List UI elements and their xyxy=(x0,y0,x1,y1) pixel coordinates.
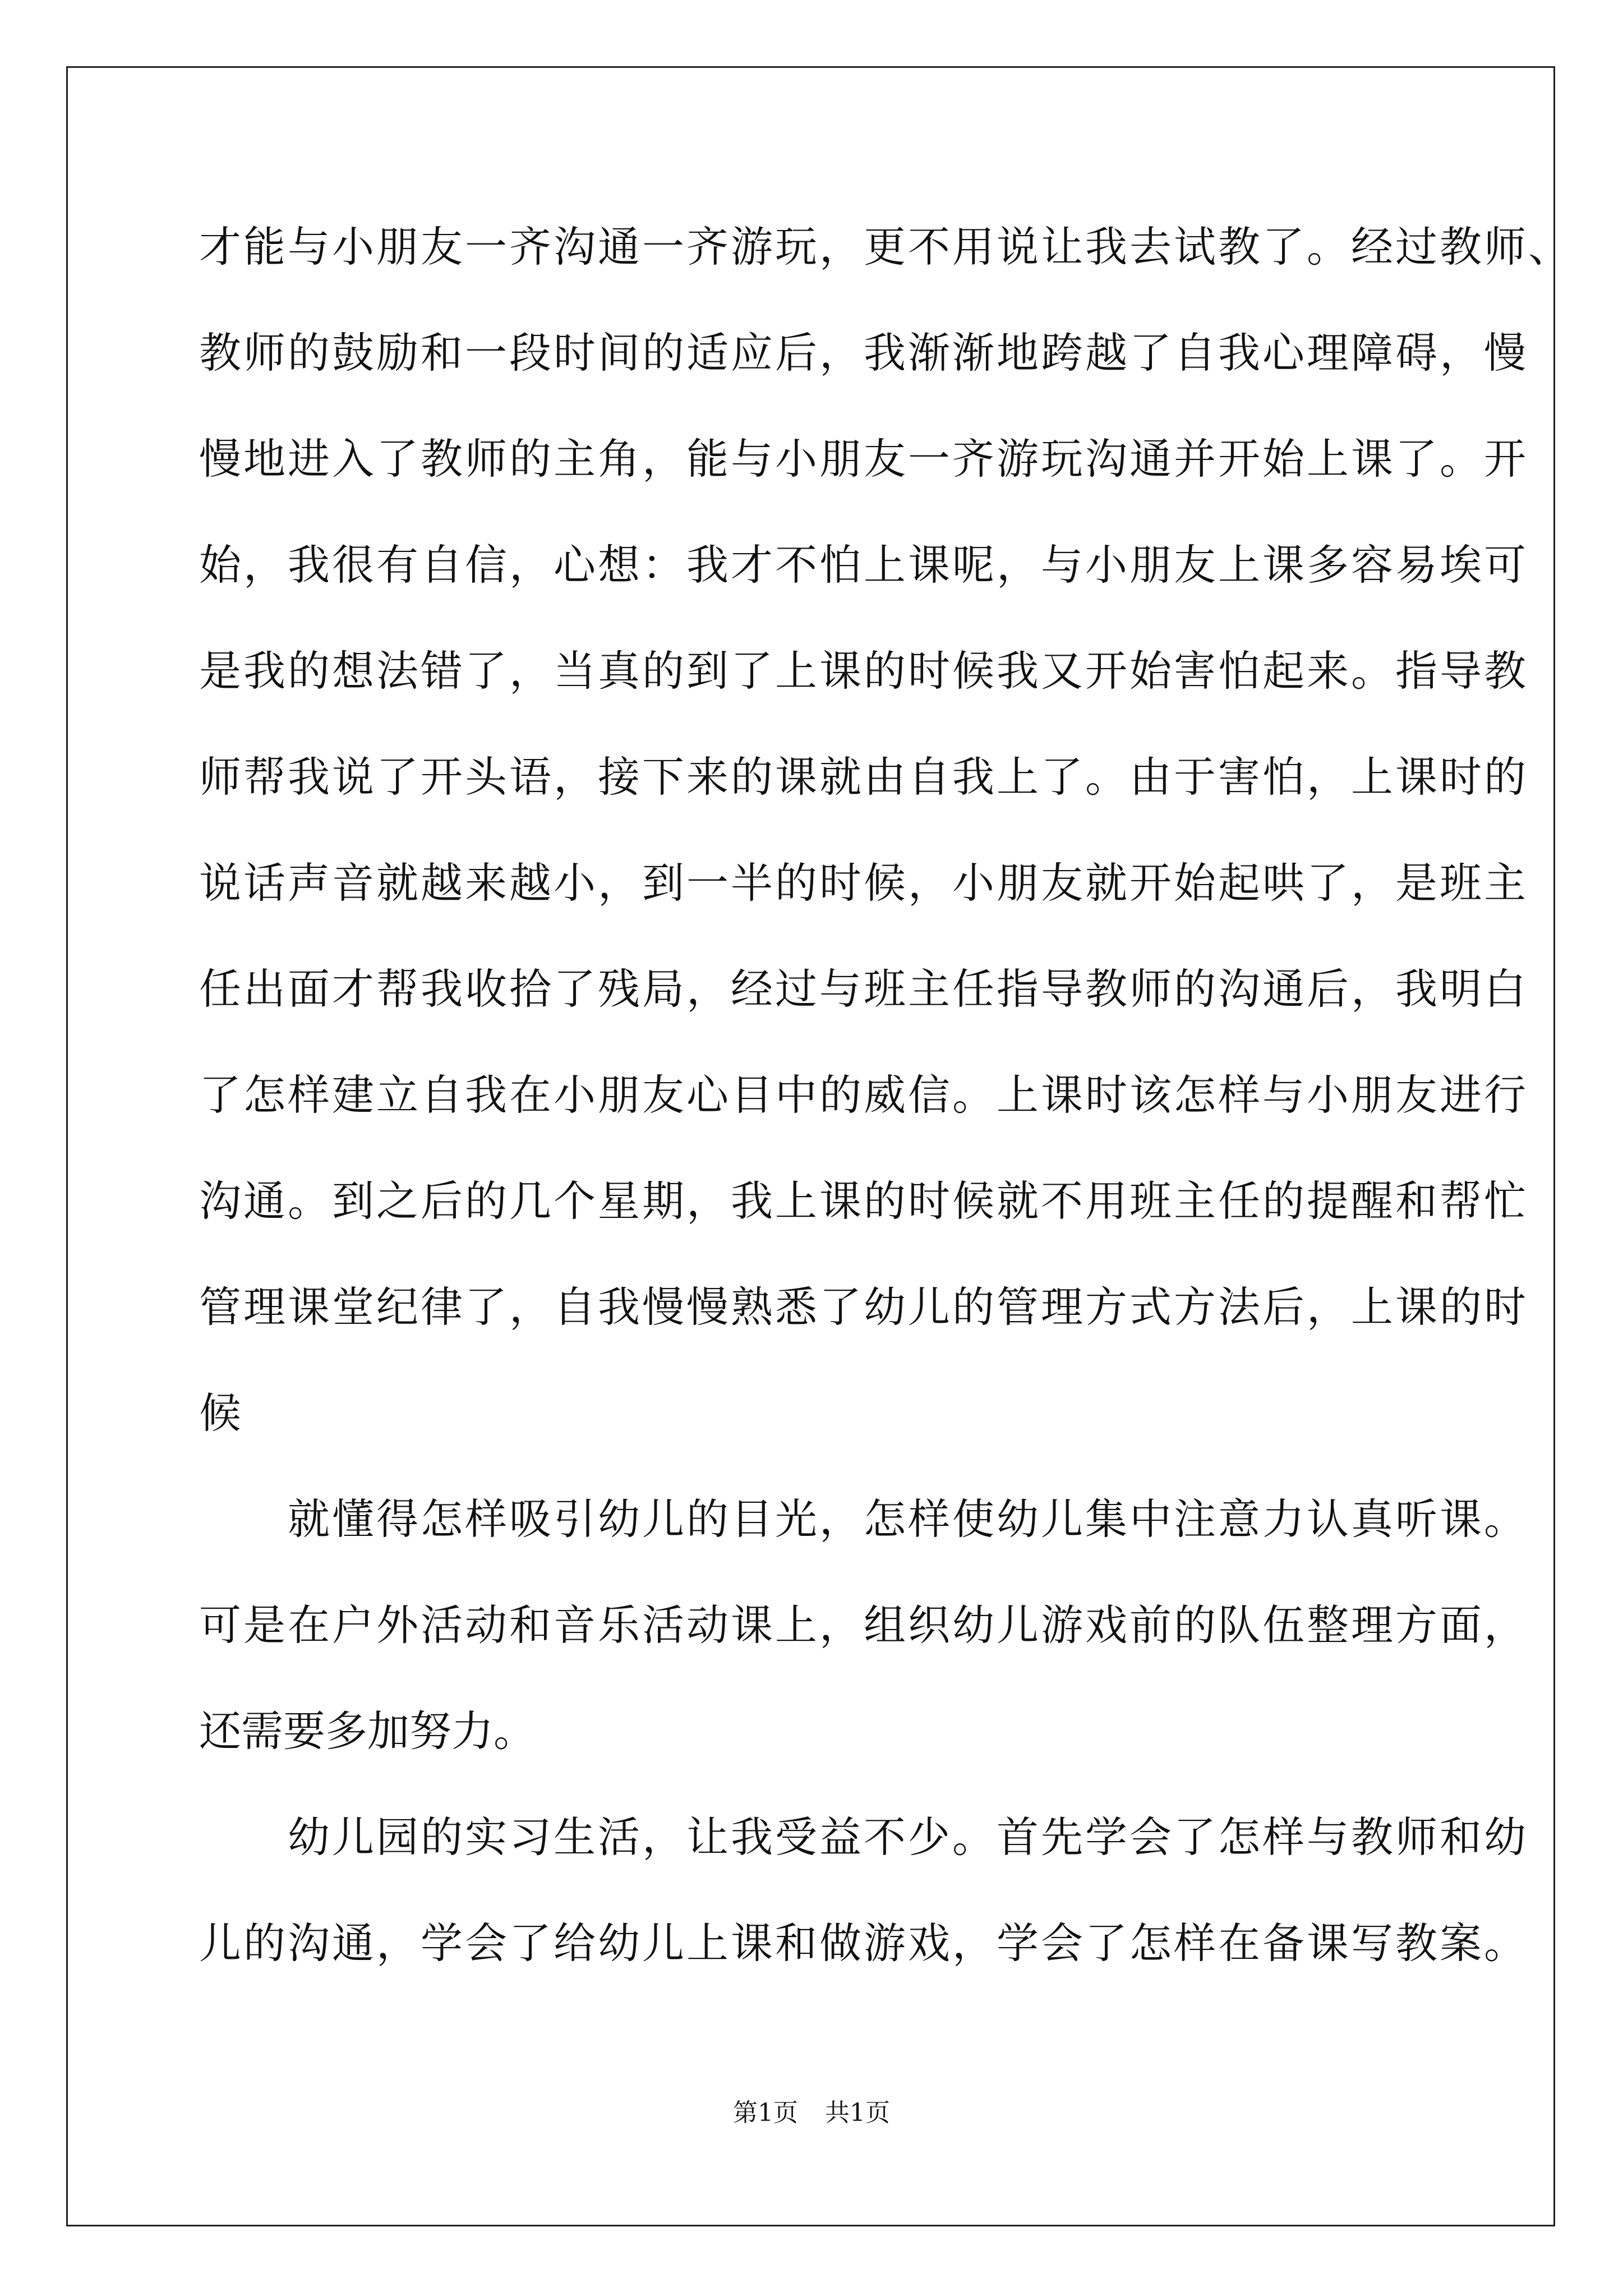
text-line: 儿的沟通，学会了给幼儿上课和做游戏，学会了怎样在备课写教案。 xyxy=(199,1918,1529,1968)
text-line: 就懂得怎样吸引幼儿的目光，怎样使幼儿集中注意力认真听课。 xyxy=(199,1494,1529,1544)
text-line: 教师的鼓励和一段时间的适应后，我渐渐地跨越了自我心理障碍，慢 xyxy=(199,328,1529,378)
text-line: 了怎样建立自我在小朋友心目中的威信。上课时该怎样与小朋友进行 xyxy=(199,1070,1529,1120)
page-number: 第1页 xyxy=(733,2099,798,2127)
text-line: 沟通。到之后的几个星期，我上课的时候就不用班主任的提醒和帮忙 xyxy=(199,1176,1529,1226)
text-line: 还需要多加努力。 xyxy=(199,1706,536,1756)
text-line: 可是在户外活动和音乐活动课上，组织幼儿游戏前的队伍整理方面， xyxy=(199,1600,1529,1650)
text-line: 幼儿园的实习生活，让我受益不少。首先学会了怎样与教师和幼 xyxy=(199,1812,1529,1862)
text-line: 始，我很有自信，心想：我才不怕上课呢，与小朋友上课多容易埃可 xyxy=(199,540,1529,590)
text-line: 是我的想法错了，当真的到了上课的时候我又开始害怕起来。指导教 xyxy=(199,646,1529,696)
page-footer xyxy=(0,2096,1623,2130)
page-total: 共1页 xyxy=(825,2099,890,2127)
text-line: 才能与小朋友一齐沟通一齐游玩，更不用说让我去试教了。经过教师、 xyxy=(199,222,1573,272)
text-line: 师帮我说了开头语，接下来的课就由自我上了。由于害怕，上课时的 xyxy=(199,752,1529,802)
text-line: 管理课堂纪律了，自我慢慢熟悉了幼儿的管理方式方法后，上课的时 xyxy=(199,1282,1529,1332)
body-text xyxy=(199,194,1573,1996)
text-line: 任出面才帮我收拾了残局，经过与班主任指导教师的沟通后，我明白 xyxy=(199,964,1529,1014)
text-line: 候 xyxy=(199,1388,242,1438)
text-line: 慢地进入了教师的主角，能与小朋友一齐游玩沟通并开始上课了。开 xyxy=(199,434,1529,484)
text-line: 说话声音就越来越小，到一半的时候，小朋友就开始起哄了，是班主 xyxy=(199,858,1529,908)
